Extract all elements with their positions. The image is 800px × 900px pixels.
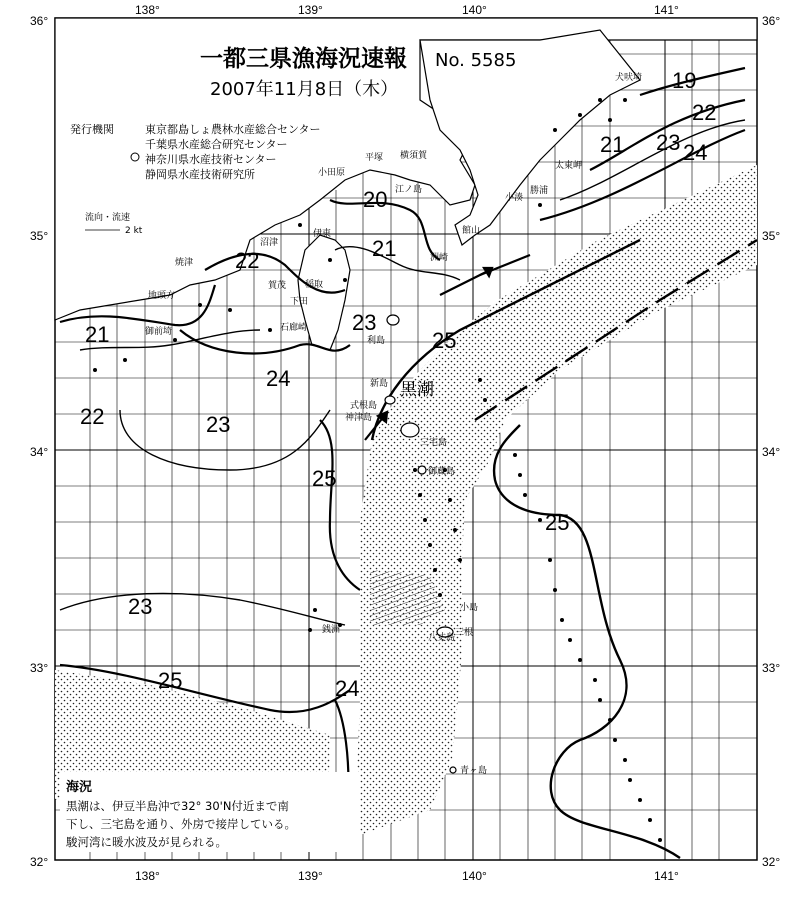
- note-line-3: 駿河湾に暖水波及が見られる。: [66, 835, 227, 849]
- svg-text:平塚: 平塚: [365, 153, 384, 163]
- svg-text:22: 22: [235, 248, 260, 273]
- svg-text:36°: 36°: [30, 14, 49, 28]
- svg-text:34°: 34°: [30, 445, 49, 459]
- report-date: 2007年11月8日（木）: [210, 79, 399, 100]
- svg-text:地頭方: 地頭方: [148, 291, 176, 301]
- svg-text:式根島: 式根島: [350, 401, 378, 411]
- svg-text:青ヶ島: 青ヶ島: [460, 766, 488, 776]
- island-marker-icon: [418, 466, 426, 474]
- svg-text:23: 23: [128, 594, 153, 619]
- svg-text:洲崎: 洲崎: [430, 253, 449, 263]
- issuer-2: 千葉県水産総合研究センター: [145, 138, 288, 151]
- svg-text:23: 23: [656, 130, 681, 155]
- svg-text:141°: 141°: [654, 869, 679, 883]
- svg-text:横須賀: 横須賀: [400, 151, 428, 161]
- svg-text:25: 25: [312, 466, 337, 491]
- svg-text:21: 21: [372, 236, 397, 261]
- svg-text:三宅島: 三宅島: [420, 438, 448, 448]
- svg-text:江ノ島: 江ノ島: [395, 185, 423, 195]
- svg-text:勝浦: 勝浦: [530, 186, 549, 196]
- flow-legend-label: 流向・流速: [85, 213, 131, 223]
- issuer-1: 東京都島しょ農林水産総合センター: [145, 123, 321, 136]
- svg-text:伊東: 伊東: [313, 229, 332, 239]
- svg-text:賀茂: 賀茂: [268, 281, 287, 291]
- svg-text:稲取: 稲取: [305, 280, 324, 290]
- svg-text:20: 20: [363, 187, 388, 212]
- svg-text:21: 21: [85, 322, 110, 347]
- svg-text:石廊崎: 石廊崎: [280, 323, 308, 333]
- flow-legend-scale: 2 kt: [125, 226, 143, 236]
- svg-text:36°: 36°: [762, 14, 781, 28]
- svg-text:138°: 138°: [135, 3, 160, 17]
- svg-text:19: 19: [672, 68, 697, 93]
- issuer-label: 発行機関: [70, 123, 114, 136]
- issue-number: No. 5585: [435, 50, 517, 71]
- kuroshio-label: 黒潮: [400, 380, 434, 400]
- svg-text:22: 22: [692, 100, 717, 125]
- svg-text:沼津: 沼津: [260, 238, 279, 248]
- svg-text:32°: 32°: [762, 855, 781, 869]
- svg-text:34°: 34°: [762, 445, 781, 459]
- svg-text:139°: 139°: [298, 869, 323, 883]
- svg-text:御前埼: 御前埼: [145, 327, 173, 337]
- svg-text:館山: 館山: [462, 226, 481, 236]
- svg-text:139°: 139°: [298, 3, 323, 17]
- svg-text:下田: 下田: [290, 297, 309, 307]
- svg-text:太東岬: 太東岬: [555, 161, 583, 171]
- svg-text:25: 25: [432, 328, 457, 353]
- svg-text:焼津: 焼津: [175, 258, 194, 268]
- svg-text:神津島: 神津島: [345, 413, 373, 423]
- svg-text:24: 24: [266, 366, 291, 391]
- svg-text:銭洲: 銭洲: [322, 625, 341, 635]
- compass-circle-icon: [131, 153, 139, 161]
- note-line-2: 下し、三宅島を通り、外房で接岸している。: [66, 817, 296, 831]
- svg-text:小湊: 小湊: [505, 193, 524, 203]
- svg-text:利島: 利島: [367, 336, 386, 346]
- svg-text:25: 25: [158, 668, 183, 693]
- svg-text:24: 24: [683, 140, 708, 165]
- svg-text:35°: 35°: [30, 229, 49, 243]
- svg-text:23: 23: [352, 310, 377, 335]
- svg-text:138°: 138°: [135, 869, 160, 883]
- svg-text:御蔵島: 御蔵島: [428, 467, 456, 477]
- svg-text:33°: 33°: [30, 661, 49, 675]
- svg-text:21: 21: [600, 132, 625, 157]
- svg-text:33°: 33°: [762, 661, 781, 675]
- issuer-4: 静岡県水産技術研究所: [145, 168, 255, 181]
- svg-text:24: 24: [335, 676, 360, 701]
- svg-text:35°: 35°: [762, 229, 781, 243]
- svg-text:22: 22: [80, 404, 105, 429]
- svg-text:小島: 小島: [460, 603, 479, 613]
- svg-text:八丈島: 八丈島: [428, 633, 456, 643]
- svg-text:犬吠埼: 犬吠埼: [615, 73, 643, 83]
- issuer-3: 神奈川県水産技術センター: [145, 153, 277, 166]
- report-title: 一都三県漁海況速報: [200, 46, 407, 72]
- svg-text:32°: 32°: [30, 855, 49, 869]
- svg-text:小田原: 小田原: [318, 168, 346, 178]
- note-line-1: 黒潮は、伊豆半島沖で32° 30'N付近まで南: [66, 799, 289, 813]
- svg-text:23: 23: [206, 412, 231, 437]
- note-heading: 海況: [66, 780, 93, 795]
- svg-text:三根: 三根: [455, 628, 474, 638]
- svg-text:141°: 141°: [654, 3, 679, 17]
- svg-text:140°: 140°: [462, 3, 487, 17]
- svg-text:140°: 140°: [462, 869, 487, 883]
- svg-text:25: 25: [545, 510, 570, 535]
- svg-text:新島: 新島: [370, 379, 389, 389]
